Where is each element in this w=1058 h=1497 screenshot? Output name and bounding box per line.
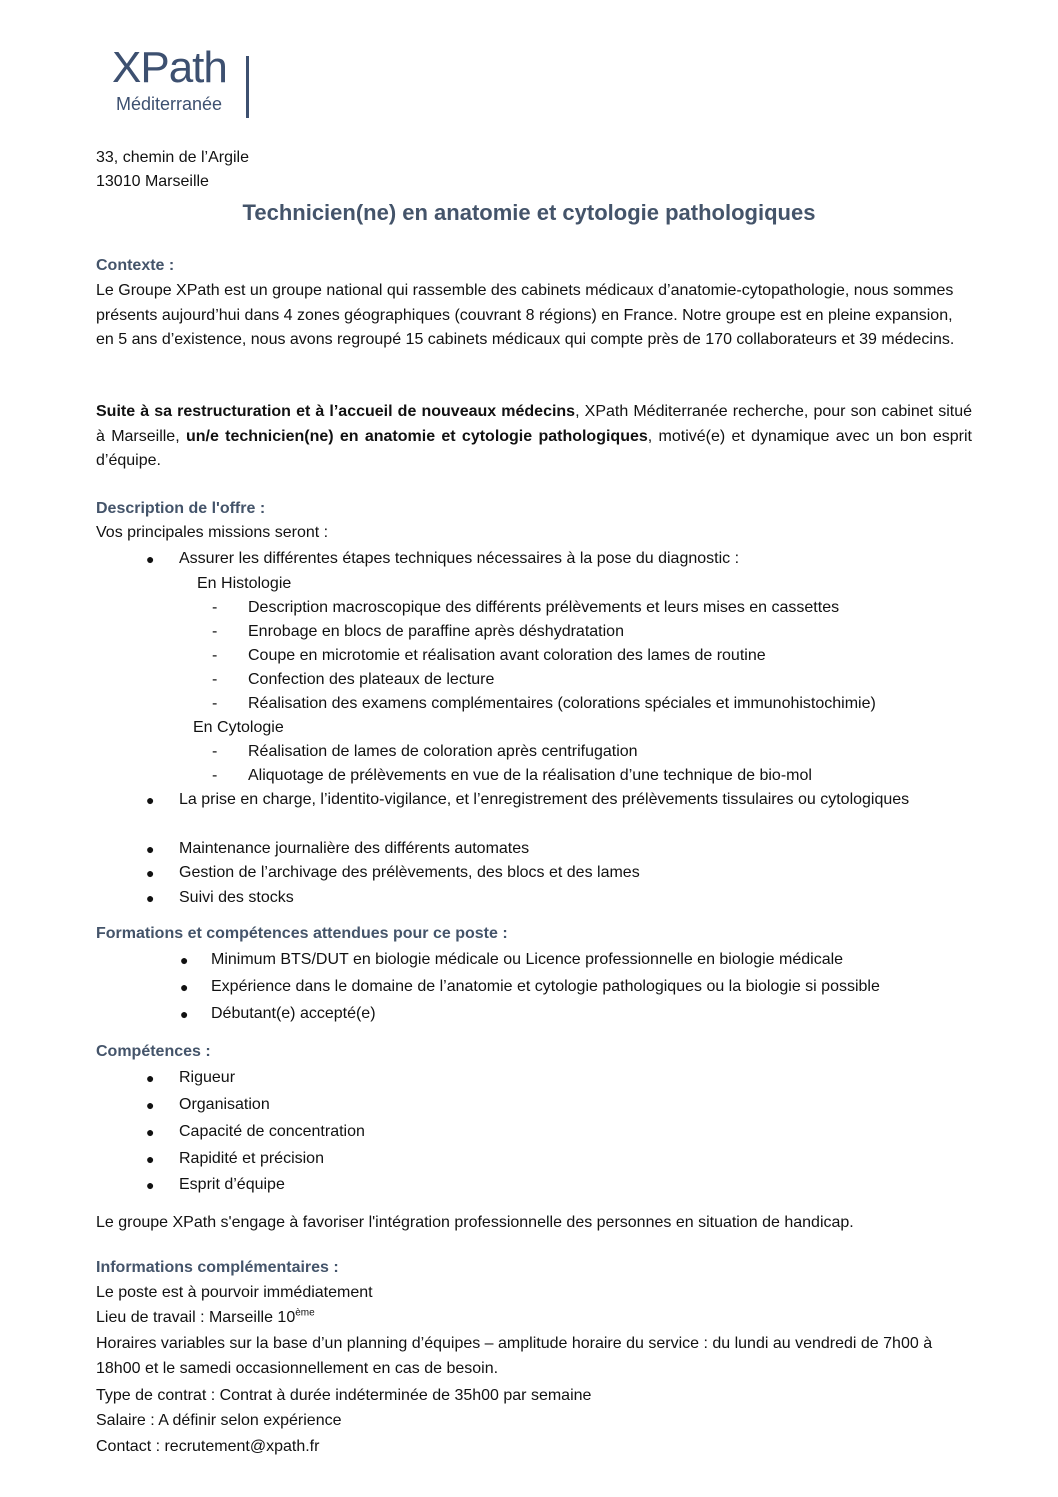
list-item bbox=[96, 1147, 972, 1171]
contexte-text-2: , motivé(e) et dynamique avec un bon esprit d’équipe. bbox=[96, 427, 972, 469]
histologie-label: En Histologie bbox=[197, 575, 292, 592]
dash-text: Réalisation de lames de coloration après centrifugation bbox=[248, 743, 638, 760]
contexte-text: Le Groupe XPath est un groupe national qui rassemble des cabinets médicaux d’anatomie-cytopathologie, nous sommes présents aujourd’hui dans 4 zones géographiques (couvrant 8 régions) en France. Notre groupe est en pleine expansion, en 5 ans d’existence, nous avons regroupé 15 cabinets médicaux qui compte près de 170 collaborateurs et 39 médecins. bbox=[96, 282, 955, 348]
page-title: Technicien(ne) en anatomie et cytologie pathologiques bbox=[242, 200, 816, 225]
bullet-text: Suivi des stocks bbox=[179, 889, 294, 906]
bullet-icon: ● bbox=[146, 792, 155, 808]
dash-text: Aliquotage de prélèvements en vue de la réalisation d’une technique de bio-mol bbox=[248, 767, 812, 784]
bullet-text: Rapidité et précision bbox=[179, 1150, 324, 1167]
bullet-text: Débutant(e) accepté(e) bbox=[211, 1005, 376, 1022]
infos-heading: Informations complémentaires : bbox=[96, 1259, 339, 1276]
info-line-contrat: Type de contrat : Contrat à durée indéterminée de 35h00 par semaine bbox=[96, 1387, 592, 1404]
address-line1: 33, chemin de l’Argile bbox=[96, 149, 249, 166]
logo-bar bbox=[246, 56, 249, 118]
bullet-text: Minimum BTS/DUT en biologie médicale ou Licence professionnelle en biologie médicale bbox=[211, 951, 844, 968]
list-item bbox=[96, 740, 972, 764]
contexte-heading: Contexte : bbox=[96, 257, 175, 274]
handicap-statement: Le groupe XPath s'engage à favoriser l'intégration professionnelle des personnes en situation de handicap. bbox=[96, 1214, 854, 1231]
list-item bbox=[96, 837, 972, 861]
list-item bbox=[96, 620, 972, 644]
bullet-text: Esprit d’équipe bbox=[179, 1176, 285, 1193]
dash-icon: - bbox=[212, 743, 218, 760]
dash-text: Coupe en microtomie et réalisation avant coloration des lames de routine bbox=[248, 647, 766, 664]
contexte-paragraph-2 bbox=[96, 400, 972, 474]
dash-text: Confection des plateaux de lecture bbox=[248, 671, 495, 688]
logo-subtitle: Méditerranée bbox=[116, 94, 223, 114]
list-item bbox=[96, 1173, 972, 1197]
list-item bbox=[96, 668, 972, 692]
bullet-icon: ● bbox=[180, 979, 189, 995]
address-line2: 13010 Marseille bbox=[96, 173, 209, 190]
info-lieu-text: Lieu de travail : Marseille 10 bbox=[96, 1309, 296, 1326]
list-item bbox=[96, 948, 972, 972]
contexte-text-1: , XPath Méditerranée recherche, pour son cabinet situé à Marseille, bbox=[96, 403, 973, 445]
bullet-text: Maintenance journalière des différents automates bbox=[179, 840, 530, 857]
dash-text: Réalisation des examens complémentaires (colorations spéciales et immunohistochimie) bbox=[248, 695, 876, 712]
bullet-text: Capacité de concentration bbox=[179, 1123, 365, 1140]
dash-icon: - bbox=[212, 695, 218, 712]
info-line-start: Le poste est à pourvoir immédiatement bbox=[96, 1284, 373, 1301]
bullet-icon: ● bbox=[146, 865, 155, 881]
dash-icon: - bbox=[212, 599, 218, 616]
dash-icon: - bbox=[212, 767, 218, 784]
bullet-icon: ● bbox=[146, 890, 155, 906]
dash-text: Description macroscopique des différents prélèvements et leurs mises en cassettes bbox=[248, 599, 840, 616]
bullet-text: Organisation bbox=[179, 1096, 270, 1113]
info-line-salaire: Salaire : A définir selon expérience bbox=[96, 1412, 342, 1429]
dash-icon: - bbox=[212, 647, 218, 664]
bullet-icon: ● bbox=[146, 551, 155, 567]
bullet-icon: ● bbox=[146, 841, 155, 857]
bullet-text: Expérience dans le domaine de l’anatomie et cytologie pathologiques ou la biologie si possible bbox=[211, 978, 880, 995]
description-intro: Vos principales missions seront : bbox=[96, 524, 329, 541]
list-item bbox=[96, 644, 972, 668]
bullet-text: Rigueur bbox=[179, 1069, 236, 1086]
xpath-logo bbox=[112, 44, 272, 124]
info-line-contact: Contact : recrutement@xpath.fr bbox=[96, 1438, 320, 1455]
bullet-icon: ● bbox=[146, 1097, 155, 1113]
dash-icon: - bbox=[212, 623, 218, 640]
list-item bbox=[96, 1066, 972, 1090]
bullet-icon: ● bbox=[146, 1070, 155, 1086]
dash-icon: - bbox=[212, 671, 218, 688]
list-item bbox=[96, 975, 972, 999]
bullet-icon: ● bbox=[146, 1151, 155, 1167]
formations-heading: Formations et compétences attendues pour ce poste : bbox=[96, 925, 508, 942]
bullet-text: La prise en charge, l’identito-vigilance, et l’enregistrement des prélèvements tissulaires ou cytologiques bbox=[179, 791, 910, 808]
list-item bbox=[96, 547, 972, 571]
list-item bbox=[96, 692, 972, 716]
list-item bbox=[96, 886, 972, 910]
list-item bbox=[96, 788, 972, 836]
list-item bbox=[96, 1120, 972, 1144]
bullet-text: Gestion de l’archivage des prélèvements, des blocs et des lames bbox=[179, 864, 640, 881]
contexte-bold-2: un/e technicien(ne) en anatomie et cytologie pathologiques bbox=[185, 427, 648, 445]
cytologie-label: En Cytologie bbox=[193, 719, 284, 736]
list-item bbox=[96, 861, 972, 885]
list-item bbox=[96, 764, 972, 788]
competences-heading: Compétences : bbox=[96, 1043, 211, 1060]
contexte-bold-1: Suite à sa restructuration et à l’accueil de nouveaux médecins bbox=[96, 403, 576, 420]
bullet-icon: ● bbox=[146, 1177, 155, 1193]
info-line-lieu bbox=[96, 1306, 315, 1330]
dash-text: Enrobage en blocs de paraffine après déshydratation bbox=[248, 623, 624, 640]
info-line-horaires: Horaires variables sur la base d’un planning d’équipes – amplitude horaire du service : du lundi au vendredi de 7h00 à 18h00 et le samedi occasionnellement en cas de besoin. bbox=[96, 1335, 933, 1377]
list-item bbox=[96, 1093, 972, 1117]
bullet-icon: ● bbox=[180, 1006, 189, 1022]
description-heading: Description de l'offre : bbox=[96, 500, 266, 517]
list-item bbox=[96, 596, 972, 620]
bullet-icon: ● bbox=[180, 952, 189, 968]
bullet-icon: ● bbox=[146, 1124, 155, 1140]
bullet-text: Assurer les différentes étapes techniques nécessaires à la pose du diagnostic : bbox=[179, 550, 740, 567]
info-lieu-sup: ème bbox=[295, 1307, 315, 1319]
logo-wordmark: XPath bbox=[112, 43, 227, 92]
list-item bbox=[96, 1002, 972, 1026]
